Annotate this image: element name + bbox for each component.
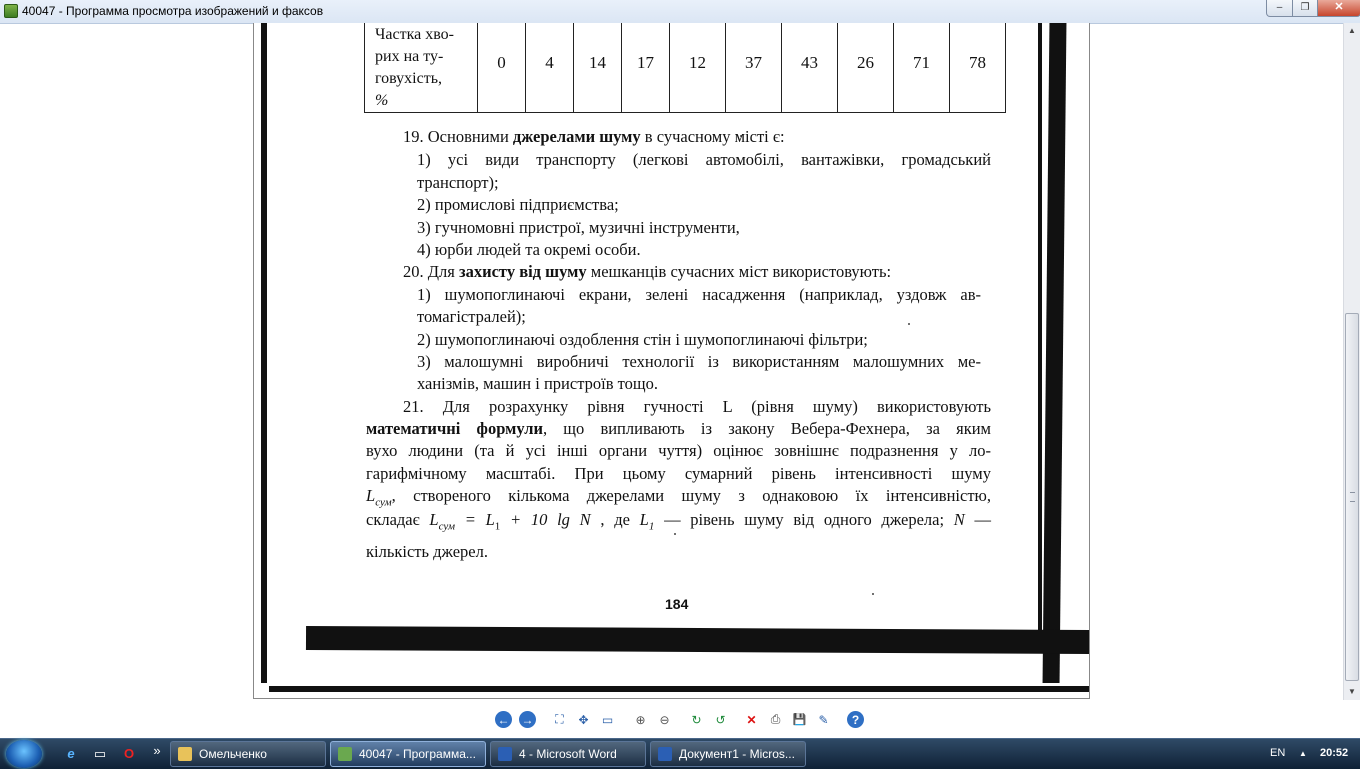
paragraph-20-item-1: 1) шумопоглинаючі екрани, зелені насадження (наприклад, уздовж ав-	[417, 285, 981, 304]
table-cell: 43	[782, 23, 838, 113]
table-cell: 71	[894, 23, 950, 113]
show-desktop-icon[interactable]: ▭	[93, 746, 107, 761]
save-button[interactable]: 💾	[792, 714, 807, 726]
scan-border-left	[261, 23, 267, 683]
minimize-button[interactable]: –	[1266, 0, 1293, 17]
paragraph-20-item-3: 3) малошумні виробничі технології із використанням малошумних ме-	[417, 352, 981, 371]
zoom-in-button[interactable]: ⊕	[635, 712, 646, 727]
table-row-label: Частка хво- рих на ту- говухість, %	[365, 23, 478, 113]
tray-arrow-icon[interactable]: ▲	[1299, 749, 1307, 758]
paragraph-21-line-2: математичні формули, що випливають із закону Вебера-Фехнера, за яким	[366, 419, 991, 438]
delete-button[interactable]: ✕	[746, 712, 757, 727]
folder-icon	[178, 747, 192, 761]
table-cell: 78	[950, 23, 1006, 113]
clock[interactable]: 20:52	[1320, 747, 1349, 759]
print-button[interactable]: ⎙	[770, 712, 781, 726]
scan-border-right	[1043, 23, 1067, 683]
image-viewer-icon	[338, 747, 352, 761]
internet-explorer-icon[interactable]: e	[67, 746, 75, 761]
taskbar	[0, 738, 1360, 769]
word-icon	[498, 747, 512, 761]
paragraph-19-item-3: 3) гучномовні пристрої, музичні інструменти,	[417, 218, 740, 237]
paragraph-20-item-3-cont: ханізмів, машин і пристроїв тощо.	[417, 374, 658, 393]
rotate-clockwise-button[interactable]: ↻	[691, 712, 702, 727]
image-canvas	[253, 23, 1090, 699]
scroll-down-icon[interactable]: ▼	[1348, 687, 1356, 696]
zoom-out-button[interactable]: ⊖	[659, 712, 670, 727]
paragraph-21-line-7: кількість джерел.	[366, 542, 488, 561]
table-cell: 26	[838, 23, 894, 113]
previous-image-button[interactable]: ←	[495, 711, 512, 728]
next-image-button[interactable]: →	[519, 711, 536, 728]
table-cell: 14	[574, 23, 622, 113]
viewer-toolbar	[0, 700, 1360, 738]
help-button[interactable]: ?	[847, 711, 864, 728]
table-cell: 0	[478, 23, 526, 113]
start-button[interactable]	[6, 740, 42, 768]
paragraph-19-item-4: 4) юрби людей та окремі особи.	[417, 240, 641, 259]
paragraph-19-item-1: 1) усі види транспорту (легкові автомобілі, вантажівки, громадський	[417, 150, 991, 169]
rotate-counterclockwise-button[interactable]: ↺	[715, 712, 726, 727]
vertical-scrollbar[interactable]	[1343, 23, 1360, 700]
opera-icon[interactable]: O	[123, 746, 135, 761]
paragraph-20-intro: 20. Для захисту від шуму мешканців сучасних міст використовують:	[403, 262, 892, 281]
scan-speck	[872, 593, 874, 595]
scan-border-right-inner	[1038, 23, 1042, 643]
maximize-button[interactable]: ❐	[1292, 0, 1318, 17]
paragraph-19-item-2: 2) промислові підприємства;	[417, 195, 619, 214]
language-indicator[interactable]: EN	[1270, 747, 1286, 759]
paragraph-19-intro: 19. Основними джерелами шуму в сучасному місті є:	[403, 127, 785, 146]
close-button[interactable]: ✕	[1317, 0, 1360, 17]
data-table	[364, 23, 1006, 113]
actual-size-button[interactable]: ✥	[578, 712, 589, 727]
taskbar-item-explorer[interactable]: Омельченко	[170, 741, 326, 767]
scroll-thumb[interactable]	[1345, 313, 1359, 681]
scan-line-bottom	[269, 686, 1090, 692]
table-cell: 37	[726, 23, 782, 113]
quick-launch-more-icon[interactable]: »	[153, 743, 161, 758]
window-title: 40047 - Программа просмотра изображений и факсов	[22, 4, 324, 18]
paragraph-21-line-4: гарифмічному масштабі. При цьому сумарний рівень інтенсивності шуму	[366, 464, 991, 483]
paragraph-21-line-3: вухо людини (та й усі інші органи чуття) оцінює зовнішнє подразнення у ло-	[366, 441, 991, 460]
best-fit-button[interactable]: ⛶	[555, 712, 564, 726]
taskbar-item-image-viewer[interactable]: 40047 - Программа...	[330, 741, 486, 767]
table-cell: 12	[670, 23, 726, 113]
taskbar-item-word-1[interactable]: 4 - Microsoft Word	[490, 741, 646, 767]
scan-speck	[908, 323, 910, 325]
table-cell: 17	[622, 23, 670, 113]
edit-button[interactable]: ✎	[818, 712, 829, 727]
table-cell: 4	[526, 23, 574, 113]
paragraph-21-line-5: $L_{сум}$, створеного кількома джерелами шуму з однаковою їх інтенсивністю,	[366, 486, 991, 509]
word-icon	[658, 747, 672, 761]
taskbar-item-word-2[interactable]: Документ1 - Micros...	[650, 741, 806, 767]
scan-bar-bottom	[306, 626, 1090, 654]
slideshow-button[interactable]: ▭	[601, 712, 614, 727]
table-row	[365, 23, 1006, 113]
scroll-up-icon[interactable]: ▲	[1348, 26, 1356, 35]
paragraph-21-line-1: 21. Для розрахунку рівня гучності L (рівня шуму) використовують	[403, 397, 991, 416]
paragraph-20-item-2: 2) шумопоглинаючі оздоблення стін і шумопоглинаючі фільтри;	[417, 330, 868, 349]
page-number: 184	[665, 596, 689, 612]
noise-formula: $L_{сум} = L_1 + 10$ lg N	[429, 510, 591, 533]
app-icon	[4, 4, 18, 18]
grip-icon	[1350, 492, 1355, 502]
paragraph-21-line-6: складає $L_{сум} = L_1 + 10$ lg N , де $L_1$ — рівень шуму від одного джерела; N —	[366, 510, 991, 533]
paragraph-19-item-1-cont: транспорт);	[417, 173, 499, 192]
title-bar	[0, 0, 1360, 24]
paragraph-20-item-1-cont: томагістралей);	[417, 307, 526, 326]
